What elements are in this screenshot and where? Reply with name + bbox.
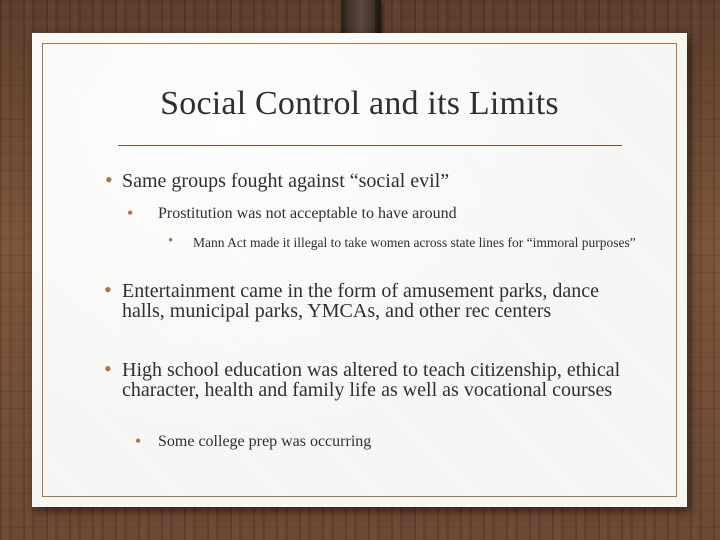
bullet-text: High school education was altered to teach citizenship, ethical character, health and family life as well as vocational courses bbox=[122, 359, 621, 401]
bullet-level1-high-school bbox=[104, 356, 624, 401]
bullet-text: Mann Act made it illegal to take women across state lines for “immoral purposes” bbox=[193, 235, 636, 250]
bullet-dot-icon: • bbox=[168, 233, 174, 249]
bullet-dot-icon: • bbox=[127, 203, 134, 223]
title-divider bbox=[118, 145, 622, 146]
bullet-text: Prostitution was not acceptable to have around bbox=[158, 205, 457, 222]
bullet-dot-icon: • bbox=[104, 277, 112, 302]
bullet-dot-icon: • bbox=[104, 356, 112, 381]
bullet-level1-entertainment bbox=[104, 277, 624, 322]
bullet-level3-mann-act bbox=[168, 233, 648, 250]
bullet-text: Entertainment came in the form of amusement parks, dance halls, municipal parks, YMCAs, and other rec centers bbox=[122, 280, 600, 322]
bullet-text: Some college prep was occurring bbox=[158, 433, 372, 450]
slide-card bbox=[32, 33, 687, 507]
slide-title: Social Control and its Limits bbox=[160, 85, 559, 122]
bullet-text: Same groups fought against “social evil” bbox=[122, 170, 450, 192]
bullet-level2-prostitution bbox=[127, 205, 647, 223]
bullet-level1-social-evil bbox=[105, 167, 645, 192]
bullet-dot-icon: • bbox=[135, 431, 142, 451]
bullet-dot-icon: • bbox=[105, 167, 113, 192]
bullet-level2-college-prep bbox=[135, 433, 635, 451]
